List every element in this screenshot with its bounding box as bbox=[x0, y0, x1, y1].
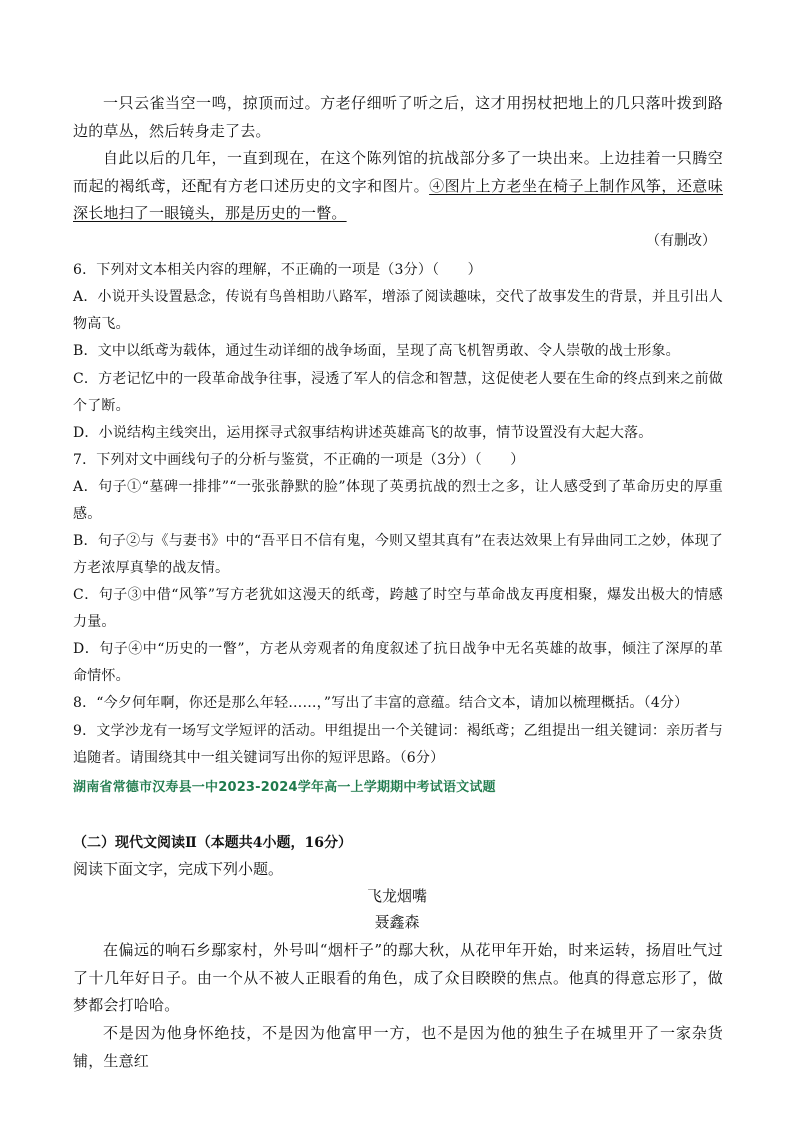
option-6c: C．方老记忆中的一段革命战争往事，浸透了军人的信念和智慧，这促使老人要在生命的终点到来之前做个了断。 bbox=[73, 371, 723, 414]
option-7d: D．句子④中“历史的一瞥”，方老从旁观者的角度叙述了抗日战争中无名英雄的故事，倾注了深厚的革命情怀。 bbox=[73, 641, 723, 684]
question-7: 7．下列对文中画线句子的分析与鉴赏，不正确的一项是（3分）（ ） bbox=[73, 452, 525, 468]
question-8: 8．“今夕何年啊，你还是那么年轻……，”写出了丰富的意蕴。结合文本，请加以梳理概括。（4分） bbox=[73, 695, 689, 711]
option-6a: A．小说开头设置悬念，传说有鸟兽相助八路军，增添了阅读趣味，交代了故事发生的背景，并且引出人物高飞。 bbox=[73, 289, 723, 332]
story-title: 飞龙烟嘴 bbox=[366, 887, 427, 905]
source-line: 湖南省常德市汉寿县一中2023-2024学年高一上学期期中考试语文试题 bbox=[73, 780, 496, 795]
option-6b: B．文中以纸鸢为载体，通过生动详细的战争场面，呈现了高飞机智勇敢、令人崇敬的战士形象。 bbox=[73, 343, 680, 359]
option-7a: A．句子①“墓碑一排排”“一张张静默的脸”体现了英勇抗战的烈士之多，让人感受到了革命历史的厚重感。 bbox=[73, 479, 723, 522]
instruction: 阅读下面文字，完成下列小题。 bbox=[73, 860, 284, 878]
option-7c: C．句子③中借“风筝”写方老犹如这漫天的纸鸢，跨越了时空与革命战友再度相聚，爆发出极大的情感力量。 bbox=[73, 587, 723, 630]
story-paragraph: 不是因为他身怀绝技，不是因为他富甲一方，也不是因为他的独生子在城里开了一家杂货铺，生意红 bbox=[73, 1024, 723, 1070]
passage-paragraph: 一只云雀当空一鸣，掠顶而过。方老仔细听了听之后，这才用拐杖把地上的几只落叶拨到路边的草丛，然后转身走了去。 bbox=[73, 94, 723, 140]
edit-note: （有删改） bbox=[646, 233, 716, 249]
question-9: 9．文学沙龙有一场写文学短评的活动。甲组提出一个关键词：褐纸鸢；乙组提出一组关键词：亲历者与追随者。请围绕其中一组关键词写出你的短评思路。（6分） bbox=[73, 723, 723, 766]
option-6d: D．小说结构主线突出，运用探寻式叙事结构讲述英雄高飞的故事，情节设置没有大起大落。 bbox=[73, 425, 653, 441]
story-paragraph: 在偏远的响石乡鄢家村，外号叫“烟杆子”的鄢大秋，从花甲年开始，时来运转，扬眉吐气过了十几年好日子。由一个从不被人正眼看的角色，成了众目睽睽的焦点。他真的得意忘形了，做梦都会打哈哈。 bbox=[73, 941, 723, 1014]
option-7b: B．句子②与《与妻书》中的“吾平日不信有鬼，今则又望其真有”在表达效果上有异曲同工之妙，体现了方老浓厚真挚的战友情。 bbox=[73, 533, 723, 576]
story-author: 聂鑫森 bbox=[374, 913, 420, 931]
underlined-sentence-4: ④图片上方老坐在椅子上制作风筝，还意味深长地扫了一眼镜头，那是历史的一瞥。 bbox=[73, 176, 723, 222]
passage-paragraph bbox=[73, 145, 723, 228]
passage-text: 自此以后的几年，一直到现在，在这个陈列馆的抗战部分多了一块出来。上边挂着一只腾空而起的褐纸鸢，还配有方老口述历史的文字和图片。 bbox=[73, 149, 723, 195]
section-heading: （二）现代文阅读Ⅱ（本题共4小题，16分） bbox=[73, 835, 353, 851]
question-6: 6．下列对文本相关内容的理解，不正确的一项是（3分）（ ） bbox=[73, 262, 482, 278]
